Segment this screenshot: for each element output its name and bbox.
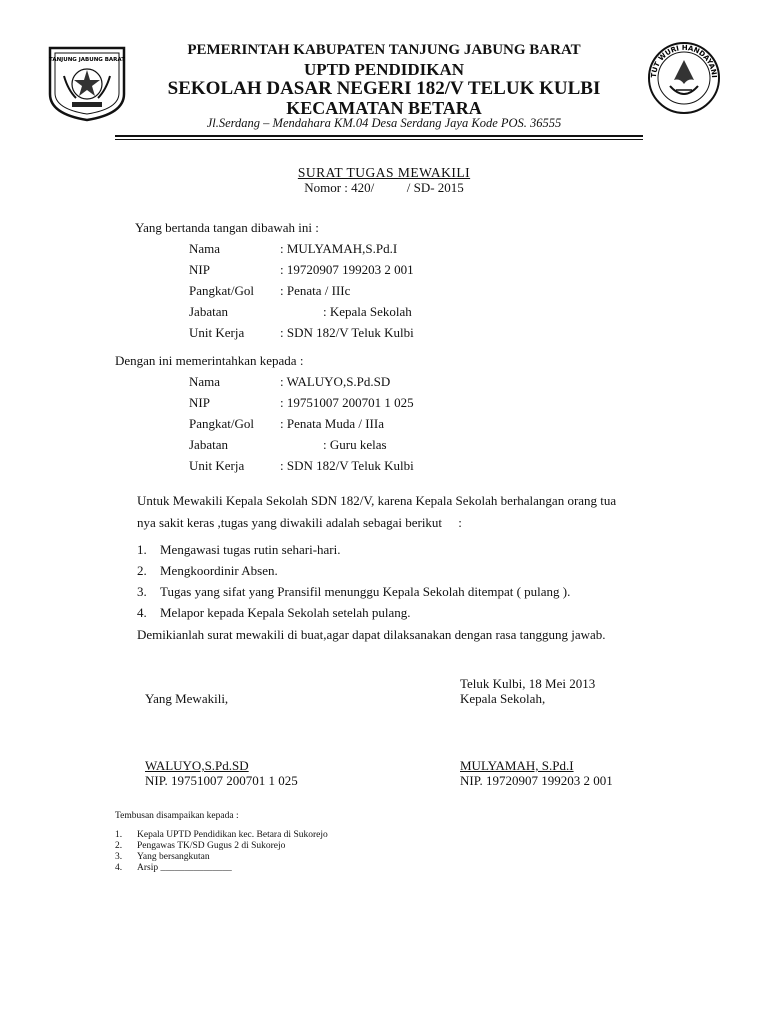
tembusan-item: Pengawas TK/SD Gugus 2 di Sukorejo <box>137 841 286 851</box>
signer-name-value: : MULYAMAH,S.Pd.I <box>280 241 398 256</box>
signer-unit-value: : SDN 182/V Teluk Kulbi <box>280 325 414 340</box>
header-rule-thin <box>115 139 643 140</box>
delegate-nip-label: NIP <box>189 395 210 410</box>
header-rule-thick <box>115 135 643 137</box>
letter-title: SURAT TUGAS MEWAKILI <box>297 165 471 180</box>
left-signer-nip: NIP. 19751007 200701 1 025 <box>145 773 298 788</box>
right-signer-role: Kepala Sekolah, <box>460 691 546 706</box>
closing-sentence: Demikianlah surat mewakili di buat,agar dapat dilaksanakan dengan rasa tanggung jawab. <box>137 627 606 642</box>
svg-text:TUT WURI HANDAYANI: TUT WURI HANDAYANI <box>649 43 719 79</box>
delegate-rank-label: Pangkat/Gol <box>189 416 254 431</box>
place-date: Teluk Kulbi, 18 Mei 2013 <box>460 676 596 691</box>
signer-rank-value: : Penata / IIIc <box>280 283 351 298</box>
letterhead-uptd: UPTD PENDIDIKAN <box>303 60 465 79</box>
signer-position-label: Jabatan <box>189 304 228 319</box>
task-text: Mengawasi tugas rutin sehari-hari. <box>160 542 341 557</box>
task-text: Mengkoordinir Absen. <box>160 563 278 578</box>
task-number: 2. <box>137 563 147 578</box>
left-signer-role: Yang Mewakili, <box>145 691 229 706</box>
task-number: 4. <box>137 605 147 620</box>
delegate-position-label: Jabatan <box>189 437 228 452</box>
task-number: 1. <box>137 542 147 557</box>
right-signer-name: MULYAMAH, S.Pd.I <box>460 758 574 773</box>
delegate-name-value: : WALUYO,S.Pd.SD <box>280 374 391 389</box>
task-text: Tugas yang sifat yang Pransifil menunggu Kepala Sekolah ditempat ( pulang ). <box>160 584 571 599</box>
tembusan-number: 2. <box>115 841 123 851</box>
delegate-name-label: Nama <box>189 374 221 389</box>
letterhead-government: PEMERINTAH KABUPATEN TANJUNG JABUNG BARAT <box>187 42 581 58</box>
signer-intro: Yang bertanda tangan dibawah ini : <box>135 220 319 235</box>
tembusan-item: Kepala UPTD Pendidikan kec. Betara di Sukorejo <box>137 830 328 840</box>
tembusan-number: 1. <box>115 830 123 840</box>
signer-nip-value: : 19720907 199203 2 001 <box>280 262 414 277</box>
letterhead-district: KECAMATAN BETARA <box>286 98 482 118</box>
signer-rank-label: Pangkat/Gol <box>189 283 254 298</box>
signer-unit-label: Unit Kerja <box>189 325 245 340</box>
signer-position-value: : Kepala Sekolah <box>323 304 412 319</box>
tembusan-number: 4. <box>115 863 123 873</box>
delegate-nip-value: : 19751007 200701 1 025 <box>280 395 414 410</box>
task-number: 3. <box>137 584 147 599</box>
signer-nip-label: NIP <box>189 262 210 277</box>
delegate-unit-label: Unit Kerja <box>189 458 245 473</box>
reason-paragraph-line1: Untuk Mewakili Kepala Sekolah SDN 182/V, karena Kepala Sekolah berhalangan orang tua <box>137 493 617 508</box>
letterhead-address: Jl.Serdang – Mendahara KM.04 Desa Serdang Jaya Kode POS. 36555 <box>206 116 562 130</box>
delegate-intro: Dengan ini memerintahkan kepada : <box>115 353 304 368</box>
task-text: Melapor kepada Kepala Sekolah setelah pulang. <box>160 605 411 620</box>
delegate-rank-value: : Penata Muda / IIIa <box>280 416 384 431</box>
delegate-position-value: : Guru kelas <box>323 437 387 452</box>
tembusan-title: Tembusan disampaikan kepada : <box>115 811 239 821</box>
svg-text:TANJUNG JABUNG BARAT: TANJUNG JABUNG BARAT <box>49 57 125 63</box>
reason-paragraph-line2: nya sakit keras ,tugas yang diwakili adalah sebagai berikut : <box>137 515 462 530</box>
signer-name-label: Nama <box>189 241 221 256</box>
right-signer-nip: NIP. 19720907 199203 2 001 <box>460 773 613 788</box>
left-signer-name: WALUYO,S.Pd.SD <box>145 758 249 773</box>
tembusan-number: 3. <box>115 852 123 862</box>
tembusan-item: Arsip _______________ <box>137 863 232 873</box>
letter-number: Nomor : 420/ / SD- 2015 <box>304 180 464 195</box>
delegate-unit-value: : SDN 182/V Teluk Kulbi <box>280 458 414 473</box>
letterhead-school: SEKOLAH DASAR NEGERI 182/V TELUK KULBI <box>167 78 601 99</box>
tembusan-item: Yang bersangkutan <box>137 852 210 862</box>
